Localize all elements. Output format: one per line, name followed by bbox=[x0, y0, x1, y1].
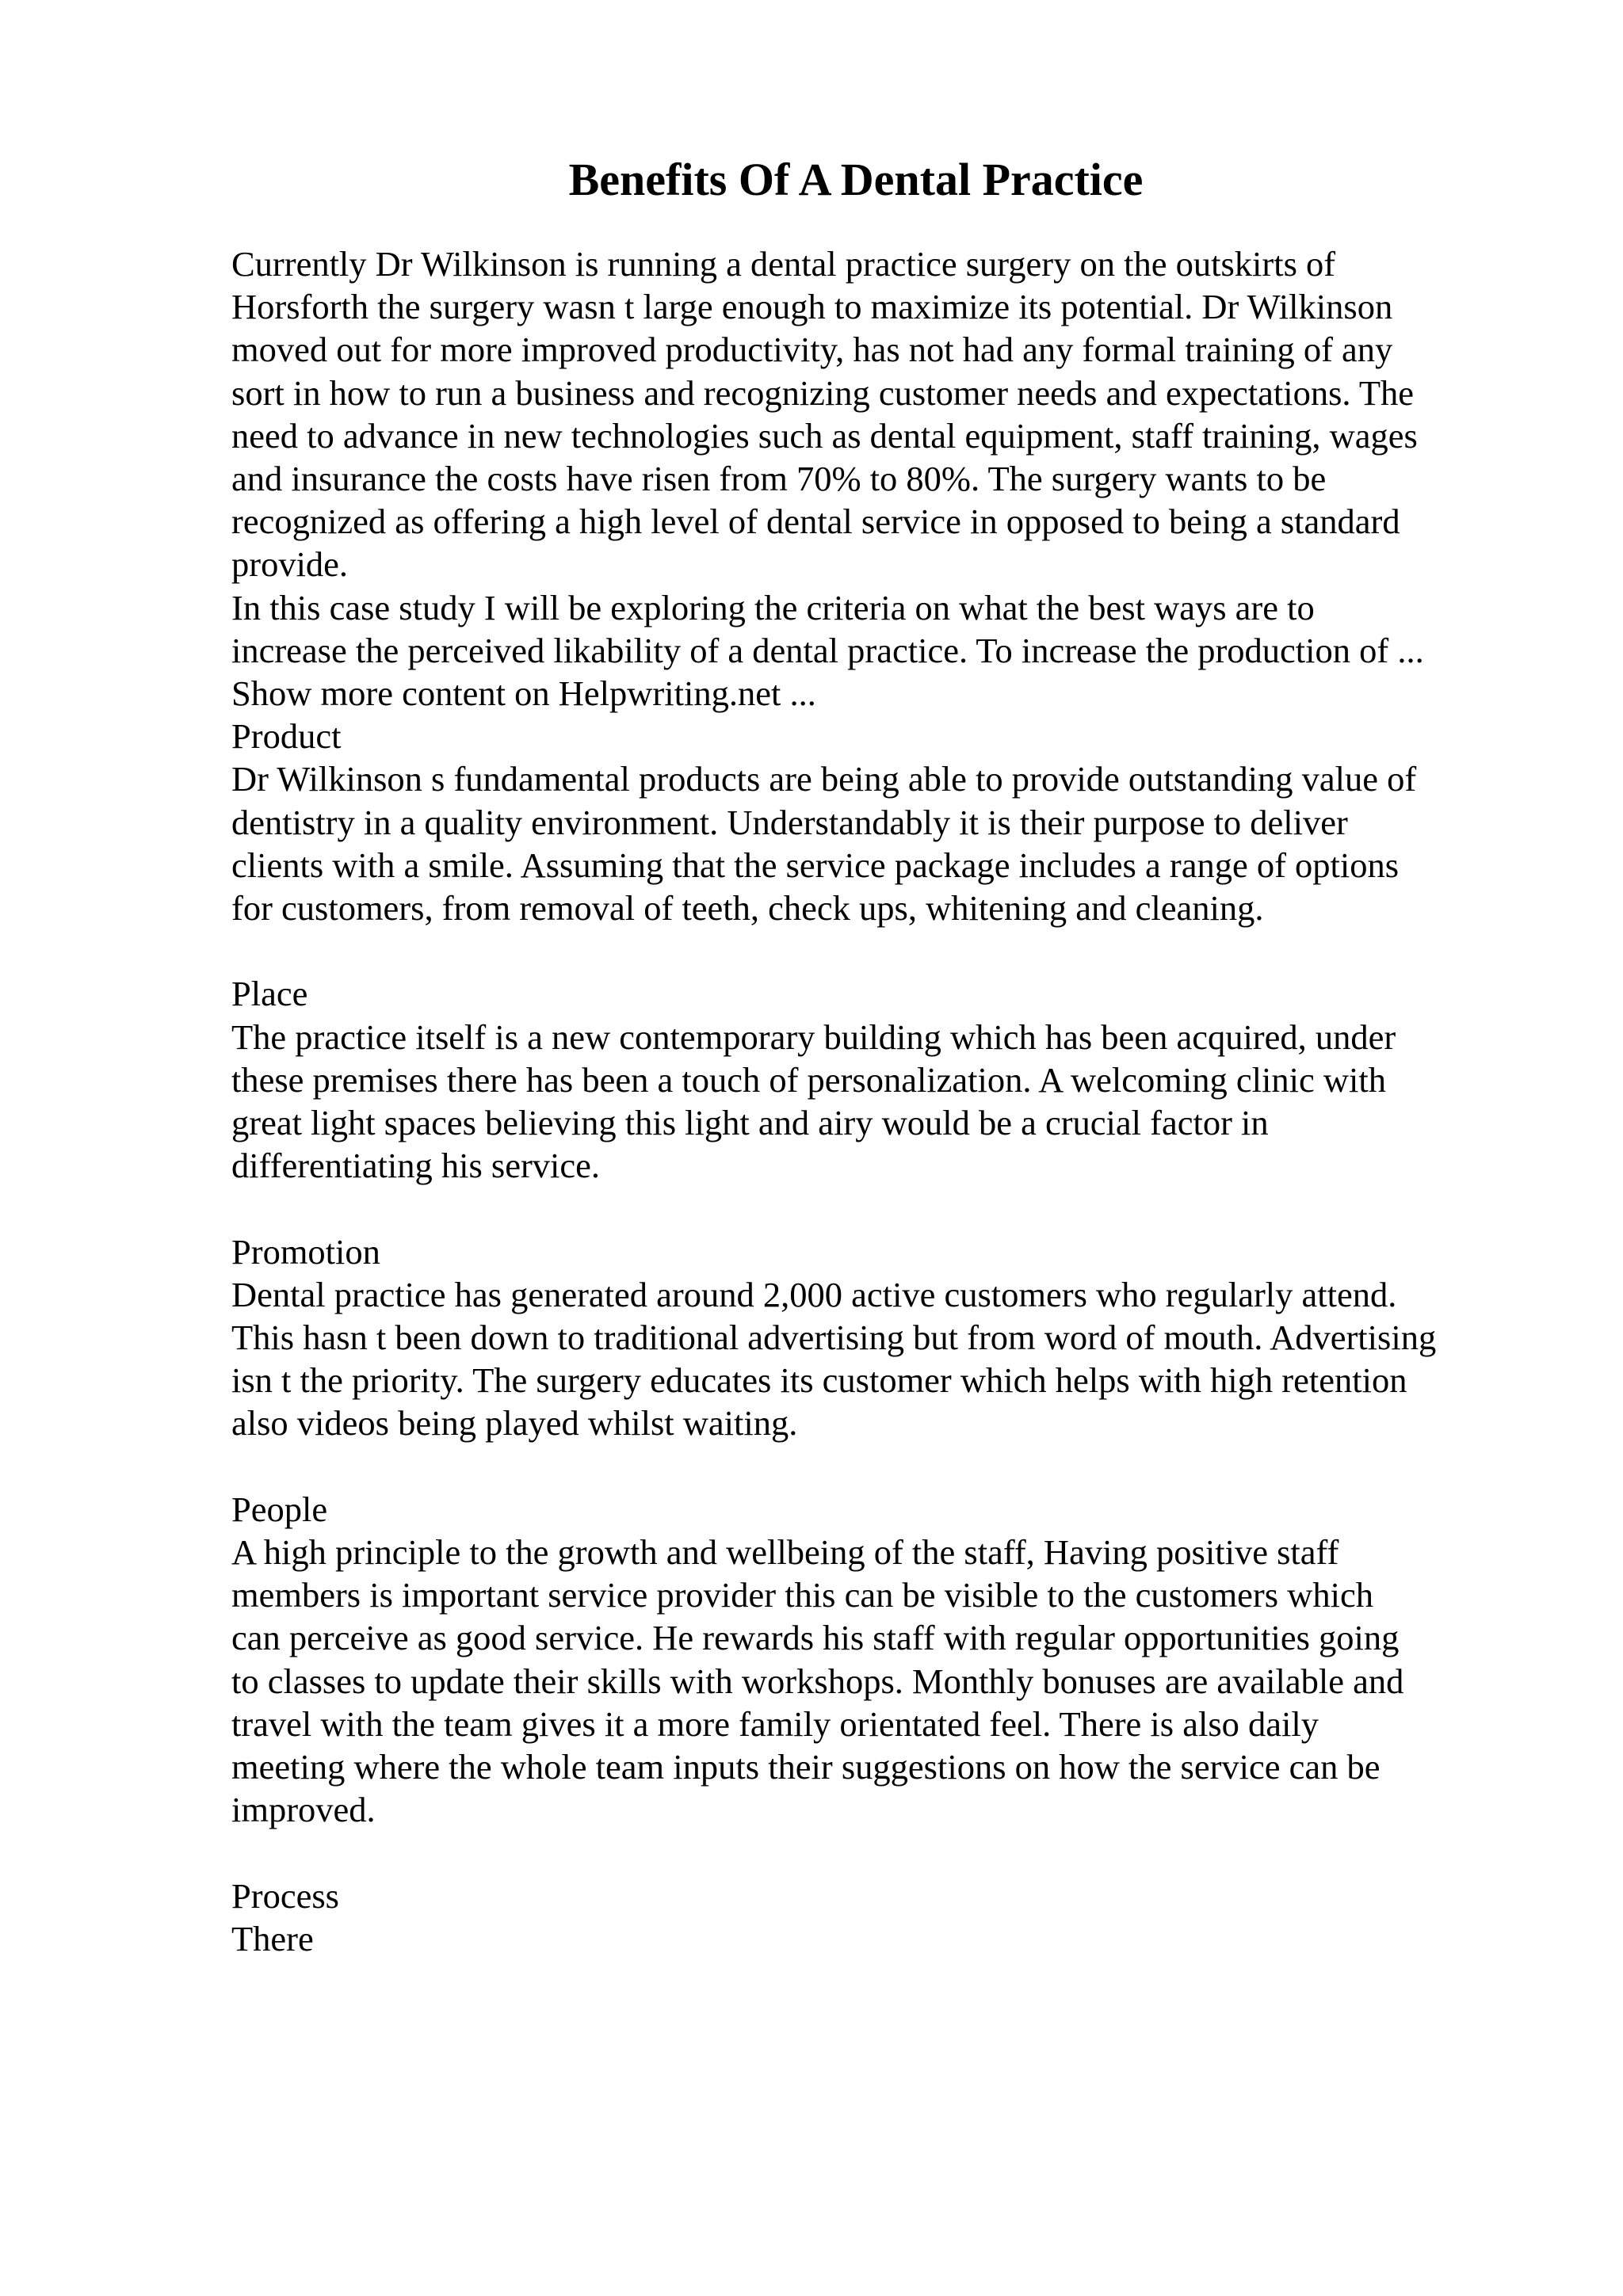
text-line: travel with the team gives it a more family orientated feel. There is also daily bbox=[231, 1703, 1319, 1744]
text-line: these premises there has been a touch of personalization. A welcoming clinic with bbox=[231, 1059, 1386, 1100]
text-line: Dr Wilkinson s fundamental products are being able to provide outstanding value of bbox=[231, 759, 1417, 799]
text-line: This hasn t been down to traditional advertising but from word of mouth. Advertising bbox=[231, 1318, 1437, 1358]
paragraph-gap bbox=[231, 1831, 1539, 1874]
text-line: Show more content on Helpwriting.net ... bbox=[231, 673, 816, 714]
paragraph-gap bbox=[231, 929, 1539, 972]
text-line: moved out for more improved productivity, has not had any formal training of any bbox=[231, 330, 1393, 370]
text-line: provide. bbox=[231, 544, 349, 585]
text-line: to classes to update their skills with workshops. Monthly bonuses are available and bbox=[231, 1661, 1404, 1701]
text-line: also videos being played whilst waiting. bbox=[231, 1403, 798, 1444]
text-line: for customers, from removal of teeth, check ups, whitening and cleaning. bbox=[231, 888, 1264, 929]
text-line: Currently Dr Wilkinson is running a dental practice surgery on the outskirts of bbox=[231, 244, 1336, 284]
text-line: isn t the priority. The surgery educates its customer which helps with high retention bbox=[231, 1360, 1407, 1401]
text-line: clients with a smile. Assuming that the service package includes a range of options bbox=[231, 845, 1400, 885]
document-title: Benefits Of A Dental Practice bbox=[568, 154, 1144, 205]
document-body bbox=[231, 242, 1539, 1960]
text-line: A high principle to the growth and wellbeing of the staff, Having positive staff bbox=[231, 1532, 1339, 1573]
text-line: need to advance in new technologies such as dental equipment, staff training, wages bbox=[231, 415, 1418, 456]
text-line: great light spaces believing this light and airy would be a crucial factor in bbox=[231, 1103, 1269, 1143]
text-line: can perceive as good service. He rewards his staff with regular opportunities going bbox=[231, 1618, 1400, 1658]
text-line: recognized as offering a high level of dental service in opposed to being a standard bbox=[231, 502, 1400, 542]
text-line: People bbox=[231, 1489, 328, 1529]
text-line: Dental practice has generated around 2,000 active customers who regularly attend. bbox=[231, 1274, 1397, 1314]
text-line: There bbox=[231, 1918, 314, 1958]
text-line: members is important service provider this can be visible to the customers which bbox=[231, 1575, 1373, 1615]
text-line: Place bbox=[231, 974, 308, 1014]
text-line: differentiating his service. bbox=[231, 1146, 601, 1186]
text-line: Process bbox=[231, 1875, 339, 1916]
text-line: The practice itself is a new contemporary building which has been acquired, under bbox=[231, 1016, 1396, 1057]
text-line: In this case study I will be exploring the criteria on what the best ways are to bbox=[231, 587, 1315, 627]
text-line: improved. bbox=[231, 1790, 376, 1830]
text-line: meeting where the whole team inputs their suggestions on how the service can be bbox=[231, 1747, 1381, 1787]
text-line: Product bbox=[231, 716, 342, 757]
text-line: increase the perceived likability of a dental practice. To increase the production of ... bbox=[231, 630, 1424, 670]
text-line: Horsforth the surgery wasn t large enough to maximize its potential. Dr Wilkinson bbox=[231, 287, 1393, 327]
text-line: Promotion bbox=[231, 1231, 380, 1272]
paragraph-gap bbox=[231, 1187, 1539, 1230]
text-line: sort in how to run a business and recognizing customer needs and expectations. The bbox=[231, 372, 1415, 413]
paragraph-gap bbox=[231, 1445, 1539, 1488]
text-line: and insurance the costs have risen from 70% to 80%. The surgery wants to be bbox=[231, 459, 1327, 499]
text-line: dentistry in a quality environment. Understandably it is their purpose to deliver bbox=[231, 802, 1348, 842]
